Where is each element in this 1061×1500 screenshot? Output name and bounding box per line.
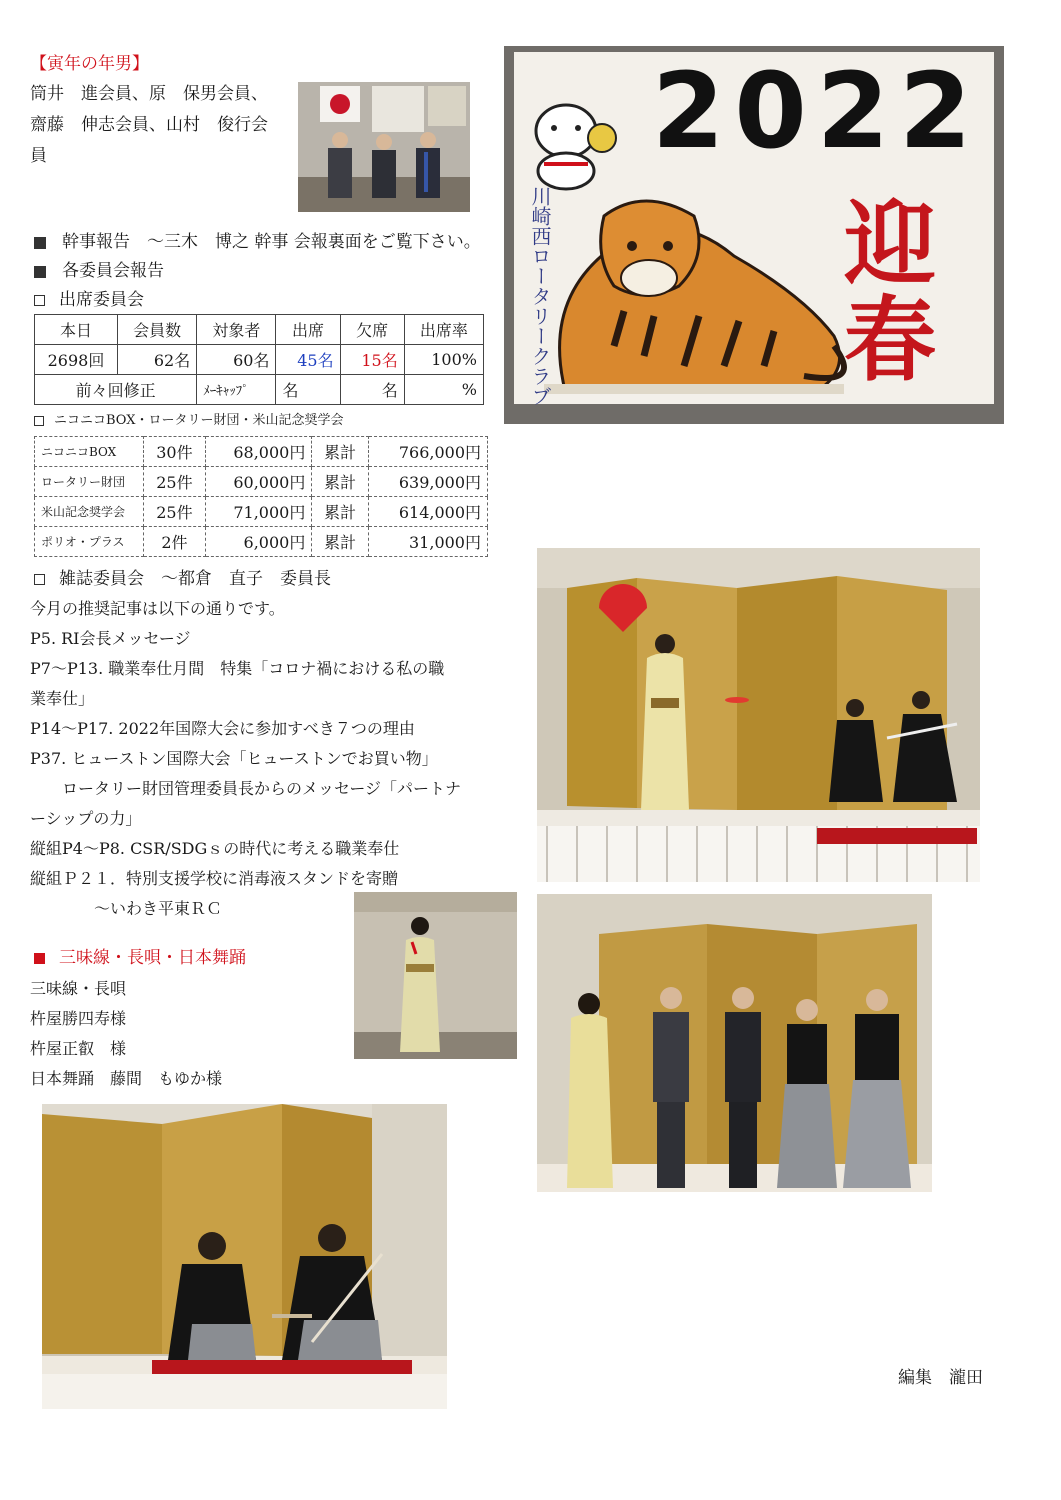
table-row xyxy=(35,315,484,345)
attendance-header-cell: 対象者 xyxy=(197,315,276,345)
tora-members-line-3: 員 xyxy=(30,146,47,166)
table-row xyxy=(35,437,488,467)
performer-line: 杵屋勝四寿様 xyxy=(30,1009,127,1028)
article-line: 今月の推奨記事は以下の通りです。 xyxy=(30,599,285,618)
correction-unit: 名 xyxy=(276,375,340,405)
article-line: 業奉仕」 xyxy=(30,689,95,708)
attendance-table xyxy=(34,314,484,405)
box-heading-line xyxy=(34,410,343,432)
tora-members-line-2: 齋藤 伸志会員、山村 俊行会 xyxy=(30,115,268,135)
box-cell: 2件 xyxy=(144,527,206,557)
box-cell: 60,000円 xyxy=(205,467,311,497)
table-row xyxy=(35,375,484,405)
magazine-heading-line xyxy=(34,565,331,593)
correction-unit: 名 xyxy=(340,375,404,405)
photo-shamisen-players xyxy=(42,1104,447,1409)
committee-report-line xyxy=(34,257,164,285)
article-line: ーシップの力」 xyxy=(30,809,142,828)
box-cell: 累計 xyxy=(312,467,368,497)
event-heading: 三味線・長唄・日本舞踊 xyxy=(59,948,246,968)
correction-unit: % xyxy=(404,375,483,405)
box-cell: 25件 xyxy=(144,467,206,497)
attendance-cell: 62名 xyxy=(118,345,197,375)
poster-club-name: 川崎西ロータリークラブ xyxy=(528,186,552,406)
tora-heading: 【寅年の年男】 xyxy=(30,54,149,74)
attendance-cell: 2698回 xyxy=(35,345,118,375)
attendance-header-cell: 出席率 xyxy=(404,315,483,345)
makeup-label: ﾒｰｷｬｯﾌﾟ xyxy=(197,375,276,405)
open-square-icon xyxy=(34,295,45,306)
event-performers xyxy=(30,974,222,1094)
article-line: P5. RI会長メッセージ xyxy=(30,629,191,648)
table-row xyxy=(35,527,488,557)
square-bullet-icon xyxy=(34,237,46,249)
open-square-icon xyxy=(34,416,44,426)
box-cell: 累計 xyxy=(312,527,368,557)
attendance-cell: 60名 xyxy=(197,345,276,375)
article-line: P37. ヒューストン国際大会「ヒューストンでお買い物」 xyxy=(30,749,438,768)
attendance-header-cell: 出席 xyxy=(276,315,340,345)
box-table xyxy=(34,436,488,557)
poster-year: 2022 xyxy=(652,50,982,172)
square-bullet-icon xyxy=(34,266,46,278)
kanji-report-line xyxy=(34,228,481,256)
photo-dance-performance xyxy=(537,548,980,882)
editor-credit: 編集 瀧田 xyxy=(898,1368,983,1388)
box-cell: 766,000円 xyxy=(368,437,487,467)
tora-members-line-1: 筒井 進会員、原 保男会員、 xyxy=(30,84,268,104)
table-row xyxy=(35,497,488,527)
attendance-cell: 100% xyxy=(404,345,483,375)
box-cell: 累計 xyxy=(312,497,368,527)
box-cell: 累計 xyxy=(312,437,368,467)
box-cell: 614,000円 xyxy=(368,497,487,527)
box-cell: ニコニコBOX xyxy=(35,437,144,467)
attendance-cell: 45名 xyxy=(276,345,340,375)
attendance-heading-line xyxy=(34,286,144,314)
photo-speaker xyxy=(354,892,517,1059)
correction-label: 前々回修正 xyxy=(35,375,197,405)
box-cell: 68,000円 xyxy=(205,437,311,467)
box-heading: ニコニコBOX・ロータリー財団・米山記念奨学会 xyxy=(54,413,344,428)
box-cell: 639,000円 xyxy=(368,467,487,497)
photo-new-year-poster xyxy=(504,46,1004,424)
box-cell: 米山記念奨学会 xyxy=(35,497,144,527)
performer-line: 杵屋正叡 様 xyxy=(30,1039,127,1058)
photo-tora-members xyxy=(298,82,470,212)
article-line: P7～P13. 職業奉仕月間 特集「コロナ禍における私の職 xyxy=(30,659,445,678)
square-bullet-icon xyxy=(34,953,45,964)
attendance-header-cell: 会員数 xyxy=(118,315,197,345)
box-cell: 31,000円 xyxy=(368,527,487,557)
box-cell: 30件 xyxy=(144,437,206,467)
event-heading-line xyxy=(34,944,246,972)
box-cell: 71,000円 xyxy=(205,497,311,527)
article-line: 縦組Ｐ２１．特別支援学校に消毒液スタンドを寄贈 xyxy=(30,869,399,888)
table-row xyxy=(35,467,488,497)
article-line: 縦組P4～P8. CSR/SDGｓの時代に考える職業奉仕 xyxy=(30,839,400,858)
article-line: P14～P17. 2022年国際大会に参加すべき７つの理由 xyxy=(30,719,415,738)
attendance-header-cell: 欠席 xyxy=(340,315,404,345)
committee-report-text: 各委員会報告 xyxy=(62,261,164,281)
box-cell: ロータリー財団 xyxy=(35,467,144,497)
photo-group xyxy=(537,894,932,1192)
article-line: ～いわき平東ＲＣ xyxy=(30,899,223,918)
poster-greeting: 迎春 xyxy=(844,190,937,394)
magazine-heading: 雑誌委員会 ～都倉 直子 委員長 xyxy=(59,569,331,589)
box-cell: ポリオ・プラス xyxy=(35,527,144,557)
table-row xyxy=(35,345,484,375)
magazine-articles xyxy=(30,594,461,924)
attendance-heading: 出席委員会 xyxy=(59,290,144,310)
attendance-cell: 15名 xyxy=(340,345,404,375)
article-line: ロータリー財団管理委員長からのメッセージ「パートナ xyxy=(30,779,462,798)
box-cell: 25件 xyxy=(144,497,206,527)
kanji-report-text: 幹事報告 ～三木 博之 幹事 会報裏面をご覧下さい。 xyxy=(62,232,481,252)
attendance-header-cell: 本日 xyxy=(35,315,118,345)
performer-line: 日本舞踊 藤間 もゆか様 xyxy=(30,1069,223,1088)
performer-line: 三味線・長唄 xyxy=(30,979,127,998)
box-cell: 6,000円 xyxy=(205,527,311,557)
open-square-icon xyxy=(34,574,45,585)
